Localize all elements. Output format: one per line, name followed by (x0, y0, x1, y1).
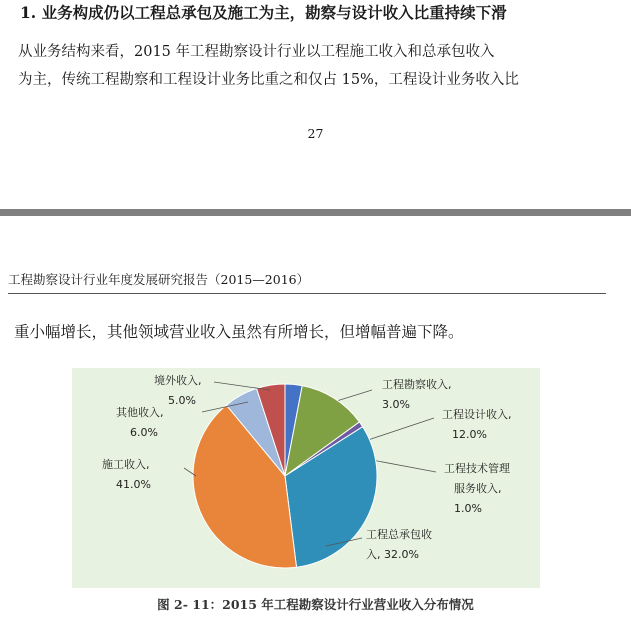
pie-chart-svg (72, 368, 540, 588)
page-separator (0, 209, 631, 216)
pie-leader-line (372, 460, 436, 472)
page-number: 27 (307, 126, 324, 141)
continued-paragraph-line: 重小幅增长，其他领域营业收入虽然有所增长，但增幅普遍下降。 (14, 323, 464, 341)
running-header: 工程勘察设计行业年度发展研究报告（2015—2016） (8, 272, 310, 287)
figure-caption: 图 2- 11：2015 年工程勘察设计行业营业收入分布情况 (157, 597, 474, 612)
pie-slice-label: 施工收入, 41.0% (102, 458, 151, 491)
pie-slice-label: 境外收入, 5.0% (154, 374, 202, 407)
pie-slice-label: 工程技术管理服务收入, 1.0% (444, 462, 510, 515)
section-heading: 1. 业务构成仍以工程总承包及施工为主，勘察与设计收入比重持续下滑 (20, 3, 507, 22)
paragraph-line-1: 从业务结构来看，2015 年工程勘察设计行业以工程施工收入和总承包收入 (18, 44, 495, 60)
pie-slice-label: 工程设计收入, 12.0% (442, 408, 512, 441)
pie-chart (72, 368, 540, 588)
pie-leader-line (214, 382, 270, 390)
pie-slice-label: 工程总承包收入, 32.0% (366, 528, 432, 561)
pie-slice-label: 其他收入, 6.0% (116, 406, 164, 439)
pie-slice-label: 工程勘察收入, 3.0% (382, 378, 452, 411)
paragraph-line-2: 为主，传统工程勘察和工程设计业务比重之和仅占 15%，工程设计业务收入比 (18, 72, 519, 88)
header-rule (8, 293, 606, 294)
